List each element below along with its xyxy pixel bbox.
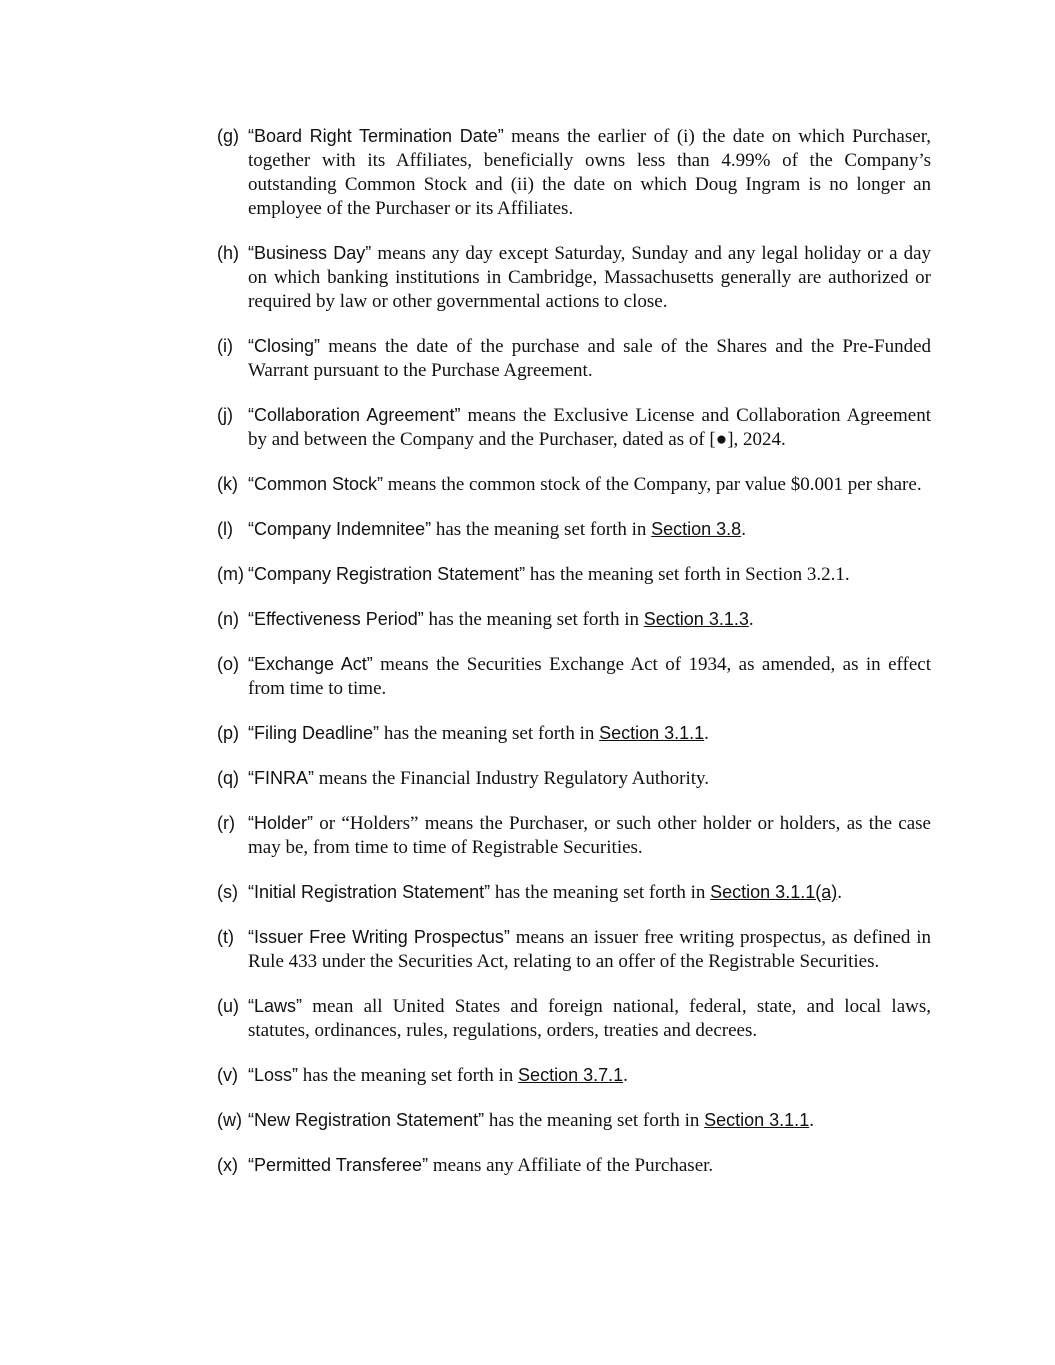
definition-item — [217, 1063, 931, 1088]
definition-text-end: . — [837, 882, 842, 903]
definition-body — [248, 517, 931, 542]
item-label: (v) — [217, 1065, 238, 1085]
definition-item — [217, 880, 931, 905]
item-label: (r) — [217, 813, 235, 833]
definition-text: has the meaning set forth in — [490, 882, 711, 903]
definition-text: has the meaning set forth in Section 3.2.1. — [525, 564, 850, 585]
definition-text-end: . — [748, 609, 754, 630]
definition-body — [248, 652, 931, 701]
definition-text-end: . — [704, 723, 709, 744]
item-label: (i) — [217, 336, 233, 356]
definition-body — [248, 124, 931, 221]
definition-text: or “Holders” means the Purchaser, or such other holder or holders, as the case may be, from time to time of Registrable Securities. — [248, 813, 931, 858]
item-label: (t) — [217, 927, 234, 947]
definition-text: means an issuer free writing prospectus, as defined in Rule 433 under the Securities Act, relating to an offer of the Registrable Securities. — [248, 927, 931, 972]
definition-item — [217, 124, 931, 221]
definition-text: has the meaning set forth in — [379, 723, 600, 744]
definition-body — [248, 880, 931, 905]
defined-term: “Company Indemnitee” — [248, 519, 432, 539]
defined-term: “Loss” — [248, 1065, 299, 1085]
section-link[interactable]: Section 3.1.1 — [599, 723, 705, 743]
item-label: (m) — [217, 564, 244, 584]
item-label: (g) — [217, 126, 239, 146]
definition-text: mean all United States and foreign national, federal, state, and local laws, statutes, ordinances, rules, regulations, orders, treaties and decrees. — [248, 996, 931, 1041]
definition-item — [217, 994, 931, 1043]
definition-item — [217, 403, 931, 452]
definition-body — [248, 241, 931, 314]
definition-text-end: . — [741, 519, 746, 540]
defined-term: “Effectiveness Period” — [248, 609, 424, 629]
section-link[interactable]: Section 3.1.1 — [704, 1110, 810, 1130]
item-label: (k) — [217, 474, 238, 494]
defined-term: “Common Stock” — [248, 474, 384, 494]
definition-item — [217, 562, 931, 587]
definition-text: has the meaning set forth in — [298, 1065, 519, 1086]
definition-item — [217, 1108, 931, 1133]
item-label: (s) — [217, 882, 238, 902]
defined-term: “Laws” — [248, 996, 303, 1016]
definition-text: means the date of the purchase and sale of the Shares and the Pre-Funded Warrant pursuant to the Purchase Agreement. — [248, 336, 931, 381]
defined-term: “Permitted Transferee” — [248, 1155, 429, 1175]
defined-term: “Holder” — [248, 813, 314, 833]
item-label: (l) — [217, 519, 233, 539]
item-label: (j) — [217, 405, 233, 425]
item-label: (x) — [217, 1155, 238, 1175]
definition-text: means any Affiliate of the Purchaser. — [428, 1155, 714, 1176]
definition-item — [217, 1153, 931, 1178]
defined-term: “Company Registration Statement” — [248, 564, 526, 584]
section-link[interactable]: Section 3.7.1 — [518, 1065, 624, 1085]
definition-item — [217, 925, 931, 974]
definition-item — [217, 517, 931, 542]
definition-body — [248, 925, 931, 974]
section-link[interactable]: Section 3.8 — [651, 519, 742, 539]
item-label: (n) — [217, 609, 239, 629]
definition-body — [248, 811, 931, 860]
definitions-list — [217, 124, 931, 1198]
definition-body — [248, 472, 931, 497]
definition-item — [217, 766, 931, 791]
definition-text: means any day except Saturday, Sunday and any legal holiday or a day on which banking institutions in Cambridge, Massachusetts generally are authorized or required by law or other governmental actions to close. — [248, 243, 931, 312]
definition-item — [217, 652, 931, 701]
defined-term: “FINRA” — [248, 768, 314, 788]
definition-item — [217, 241, 931, 314]
definition-text: means the common stock of the Company, par value $0.001 per share. — [383, 474, 922, 495]
item-label: (q) — [217, 768, 239, 788]
definition-text-end: . — [623, 1065, 628, 1086]
definition-text: means the Securities Exchange Act of 1934, as amended, as in effect from time to time. — [248, 654, 931, 699]
definition-item — [217, 811, 931, 860]
definition-item — [217, 607, 931, 632]
definition-item — [217, 334, 931, 383]
item-label: (h) — [217, 243, 239, 263]
definition-text: means the Financial Industry Regulatory Authority. — [314, 768, 710, 789]
definition-body — [248, 562, 931, 587]
definition-body — [248, 403, 931, 452]
definition-item — [217, 721, 931, 746]
defined-term: “Exchange Act” — [248, 654, 373, 674]
definition-text: means the Exclusive License and Collaboration Agreement by and between the Company and the Purchaser, dated as of [●], 2024. — [248, 405, 931, 450]
definition-body — [248, 1108, 931, 1133]
defined-term: “New Registration Statement” — [248, 1110, 485, 1130]
definition-body — [248, 766, 931, 791]
defined-term: “Board Right Termination Date” — [248, 126, 504, 146]
item-label: (o) — [217, 654, 239, 674]
defined-term: “Initial Registration Statement” — [248, 882, 491, 902]
defined-term: “Collaboration Agreement” — [248, 405, 461, 425]
definition-body — [248, 607, 931, 632]
defined-term: “Filing Deadline” — [248, 723, 380, 743]
item-label: (u) — [217, 996, 239, 1016]
defined-term: “Business Day” — [248, 243, 372, 263]
defined-term: “Closing” — [248, 336, 321, 356]
definition-text-end: . — [809, 1110, 814, 1131]
definition-item — [217, 472, 931, 497]
item-label: (w) — [217, 1110, 242, 1130]
definition-text: means the earlier of (i) the date on which Purchaser, together with its Affiliates, beneficially owns less than 4.99% of the Company’s outstanding Common Stock and (ii) the date on which Doug Ingram is no longer an employee of the Purchaser or its Affiliates. — [248, 126, 932, 219]
definition-text: has the meaning set forth in — [423, 609, 644, 630]
definition-body — [248, 334, 931, 383]
definition-text: has the meaning set forth in — [431, 519, 652, 540]
defined-term: “Issuer Free Writing Prospectus” — [248, 927, 510, 947]
definition-body — [248, 1063, 931, 1088]
definition-text: has the meaning set forth in — [484, 1110, 705, 1131]
section-link[interactable]: Section 3.1.1(a) — [710, 882, 838, 902]
item-label: (p) — [217, 723, 239, 743]
definition-body — [248, 721, 931, 746]
definition-body — [248, 1153, 931, 1178]
section-link[interactable]: Section 3.1.3 — [643, 609, 749, 629]
definition-body — [248, 994, 931, 1043]
